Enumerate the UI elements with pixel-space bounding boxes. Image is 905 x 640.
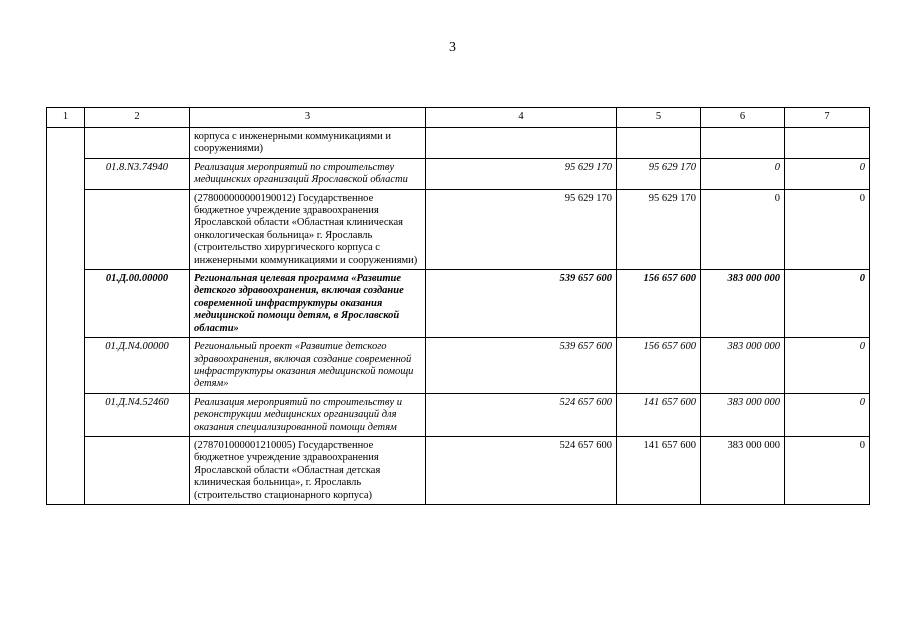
budget-table xyxy=(46,107,870,505)
table-row xyxy=(47,270,870,338)
page-number: 3 xyxy=(449,40,456,55)
table-row xyxy=(47,436,870,504)
amount-cell-5: 141 657 600 xyxy=(617,393,701,436)
code-cell: 01.8.N3.74940 xyxy=(85,158,190,189)
amount-cell-6: 0 xyxy=(701,158,785,189)
amount-cell-6: 383 000 000 xyxy=(701,393,785,436)
name-cell: Реализация мероприятий по строительству и реконструкции медицинских организаций для оказания специализированной помощи детям xyxy=(190,393,426,436)
amount-cell-6: 0 xyxy=(701,189,785,269)
amount-cell-4: 95 629 170 xyxy=(426,158,617,189)
amount-cell-4: 524 657 600 xyxy=(426,436,617,504)
header-cell-1: 1 xyxy=(47,108,85,128)
table-header-row xyxy=(47,108,870,128)
name-cell: Региональный проект «Развитие детского здравоохранения, включая создание современной инфраструктуры оказания медицинской помощи детям» xyxy=(190,338,426,394)
code-cell: 01.Д.00.00000 xyxy=(85,270,190,338)
row-number-cell xyxy=(47,128,85,505)
amount-cell-4: 539 657 600 xyxy=(426,270,617,338)
amount-cell-5: 156 657 600 xyxy=(617,270,701,338)
amount-cell-7: 0 xyxy=(785,270,870,338)
name-cell: Реализация мероприятий по строительству медицинских организаций Ярославской области xyxy=(190,158,426,189)
amount-cell-4 xyxy=(426,128,617,159)
amount-cell-4: 524 657 600 xyxy=(426,393,617,436)
amount-cell-6: 383 000 000 xyxy=(701,338,785,394)
amount-cell-5 xyxy=(617,128,701,159)
table-row xyxy=(47,189,870,269)
code-cell: 01.Д.N4.52460 xyxy=(85,393,190,436)
amount-cell-5: 141 657 600 xyxy=(617,436,701,504)
table-row xyxy=(47,128,870,159)
header-cell-2: 2 xyxy=(85,108,190,128)
amount-cell-7: 0 xyxy=(785,338,870,394)
amount-cell-6: 383 000 000 xyxy=(701,436,785,504)
amount-cell-4: 95 629 170 xyxy=(426,189,617,269)
code-cell xyxy=(85,128,190,159)
code-cell xyxy=(85,436,190,504)
amount-cell-7: 0 xyxy=(785,393,870,436)
header-cell-3: 3 xyxy=(190,108,426,128)
name-cell: Региональная целевая программа «Развитие детского здравоохранения, включая создание современной инфраструктуры оказания медицинской помощи детям, в Ярославской области» xyxy=(190,270,426,338)
name-cell: корпуса с инженерными коммуникациями и сооружениями) xyxy=(190,128,426,159)
name-cell: (278701000001210005) Государственное бюджетное учреждение здравоохранения Ярославской области «Областная детская клиническая больница», г. Ярославль (строительство стационарного корпуса) xyxy=(190,436,426,504)
amount-cell-7 xyxy=(785,128,870,159)
amount-cell-5: 95 629 170 xyxy=(617,189,701,269)
table-row xyxy=(47,158,870,189)
header-cell-4: 4 xyxy=(426,108,617,128)
header-cell-7: 7 xyxy=(785,108,870,128)
amount-cell-6: 383 000 000 xyxy=(701,270,785,338)
header-cell-5: 5 xyxy=(617,108,701,128)
amount-cell-5: 95 629 170 xyxy=(617,158,701,189)
amount-cell-7: 0 xyxy=(785,189,870,269)
table-row xyxy=(47,338,870,394)
amount-cell-4: 539 657 600 xyxy=(426,338,617,394)
amount-cell-7: 0 xyxy=(785,436,870,504)
amount-cell-6 xyxy=(701,128,785,159)
table-row xyxy=(47,393,870,436)
header-cell-6: 6 xyxy=(701,108,785,128)
code-cell: 01.Д.N4.00000 xyxy=(85,338,190,394)
amount-cell-7: 0 xyxy=(785,158,870,189)
code-cell xyxy=(85,189,190,269)
name-cell: (278000000000190012) Государственное бюджетное учреждение здравоохранения Ярославской области «Областная клиническая онкологическая больница» г. Ярославль (строительство хирургического корпуса с инженерными коммуникациями и сооружениями) xyxy=(190,189,426,269)
amount-cell-5: 156 657 600 xyxy=(617,338,701,394)
